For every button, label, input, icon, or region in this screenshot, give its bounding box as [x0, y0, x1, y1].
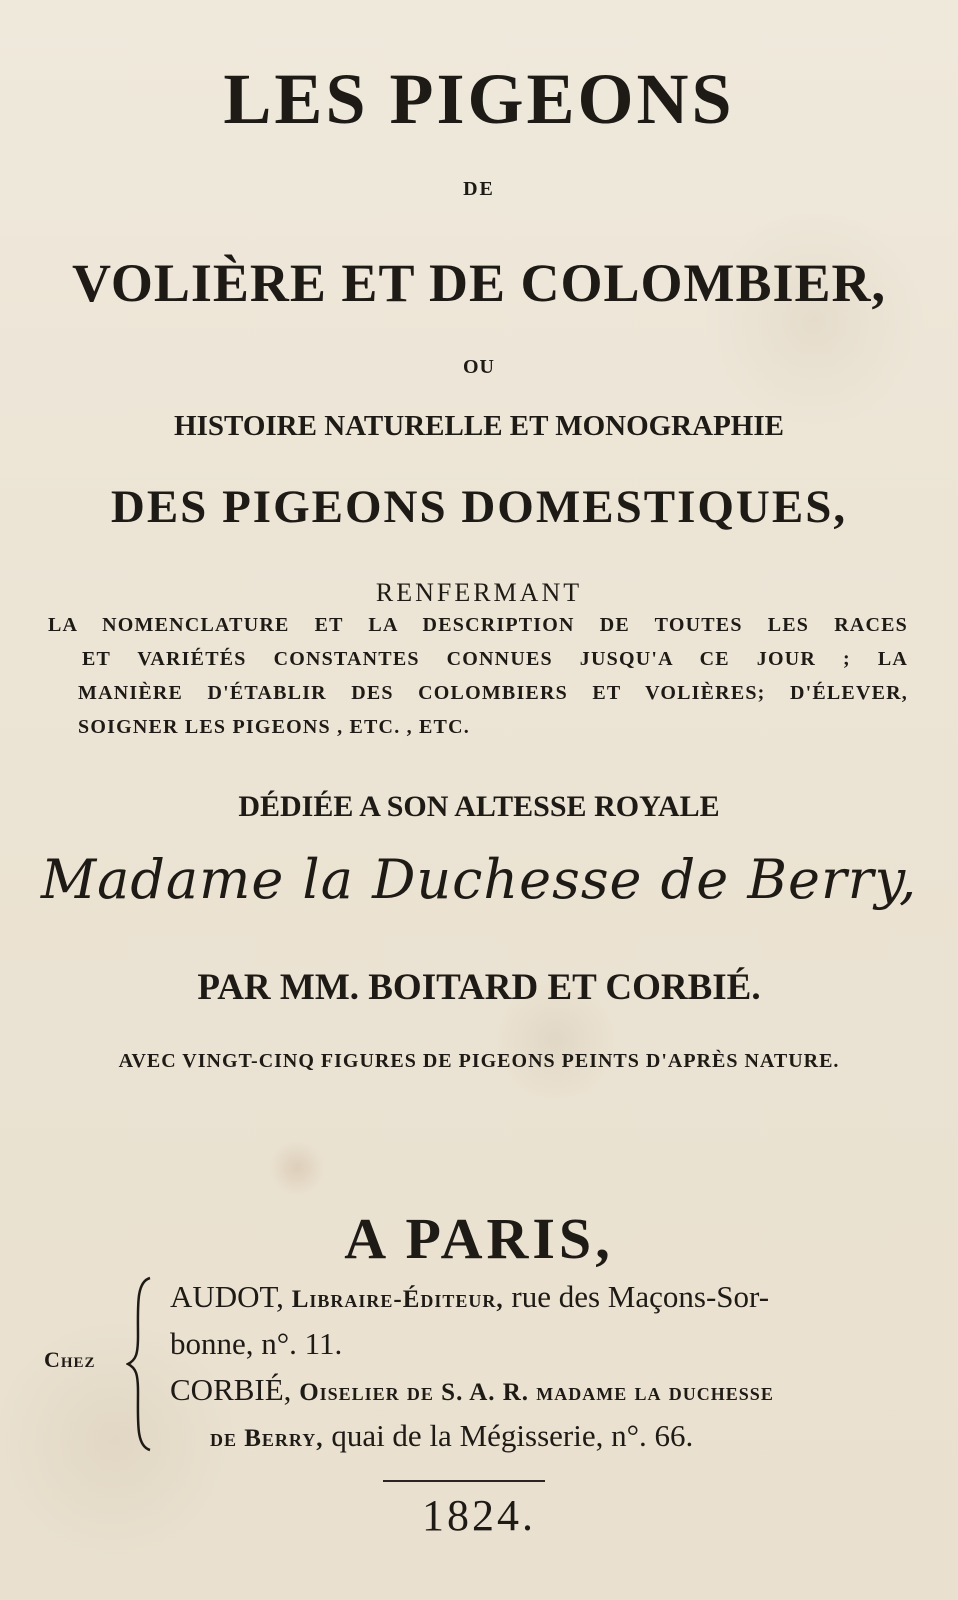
title-de: DE	[463, 178, 495, 200]
description-line: LA NOMENCLATURE ET LA DESCRIPTION DE TOUTES LES RACES	[48, 614, 908, 636]
publication-year: 1824.	[422, 1491, 536, 1540]
publisher-address: quai de la Mégisserie, n°. 66.	[331, 1418, 694, 1453]
publisher-name: AUDOT,	[170, 1279, 284, 1314]
publisher-role: Libraire-Éditeur,	[291, 1286, 504, 1313]
curly-brace-icon	[126, 1276, 156, 1452]
description-heading: RENFERMANT	[375, 578, 583, 607]
book-subtitle: VOLIÈRE ET DE COLOMBIER,	[71, 253, 887, 313]
dedication-line: DÉDIÉE A SON ALTESSE ROYALE	[238, 790, 720, 823]
publisher-address: rue des Maçons-Sor-	[511, 1279, 770, 1314]
figures-note: AVEC VINGT-CINQ FIGURES DE PIGEONS PEINTS D'APRÈS NATURE.	[118, 1050, 840, 1072]
authors: PAR MM. BOITARD ET CORBIÉ.	[197, 967, 761, 1008]
title-domestiques: DES PIGEONS DOMESTIQUES,	[110, 481, 848, 533]
dedicatee-name: Madame la Duchesse de Berry,	[40, 848, 918, 911]
title-histoire: HISTOIRE NATURELLE ET MONOGRAPHIE	[174, 410, 784, 442]
title-ou: OU	[463, 356, 495, 378]
imprint-chez: Chez	[44, 1347, 96, 1372]
description-line: MANIÈRE D'ÉTABLIR DES COLOMBIERS ET VOLIÈRES; D'ÉLEVER,	[78, 682, 908, 704]
book-title: LES PIGEONS	[223, 59, 735, 139]
publisher-address-continued	[210, 1418, 693, 1454]
publisher-name: CORBIÉ,	[170, 1372, 292, 1407]
divider-rule	[383, 1480, 545, 1482]
publisher-address-continued: bonne, n°. 11.	[170, 1326, 343, 1361]
publisher-role: Oiselier de S. A. R. madame la duchesse	[299, 1379, 774, 1406]
publisher-corbie	[170, 1372, 774, 1408]
description-line: SOIGNER LES PIGEONS , ETC. , ETC.	[78, 716, 470, 738]
publisher-address-part: de Berry,	[210, 1425, 324, 1452]
imprint-city: A PARIS,	[344, 1206, 614, 1271]
description-line: ET VARIÉTÉS CONSTANTES CONNUES JUSQU'A CE JOUR ; LA	[82, 648, 908, 670]
publisher-audot	[170, 1279, 769, 1315]
